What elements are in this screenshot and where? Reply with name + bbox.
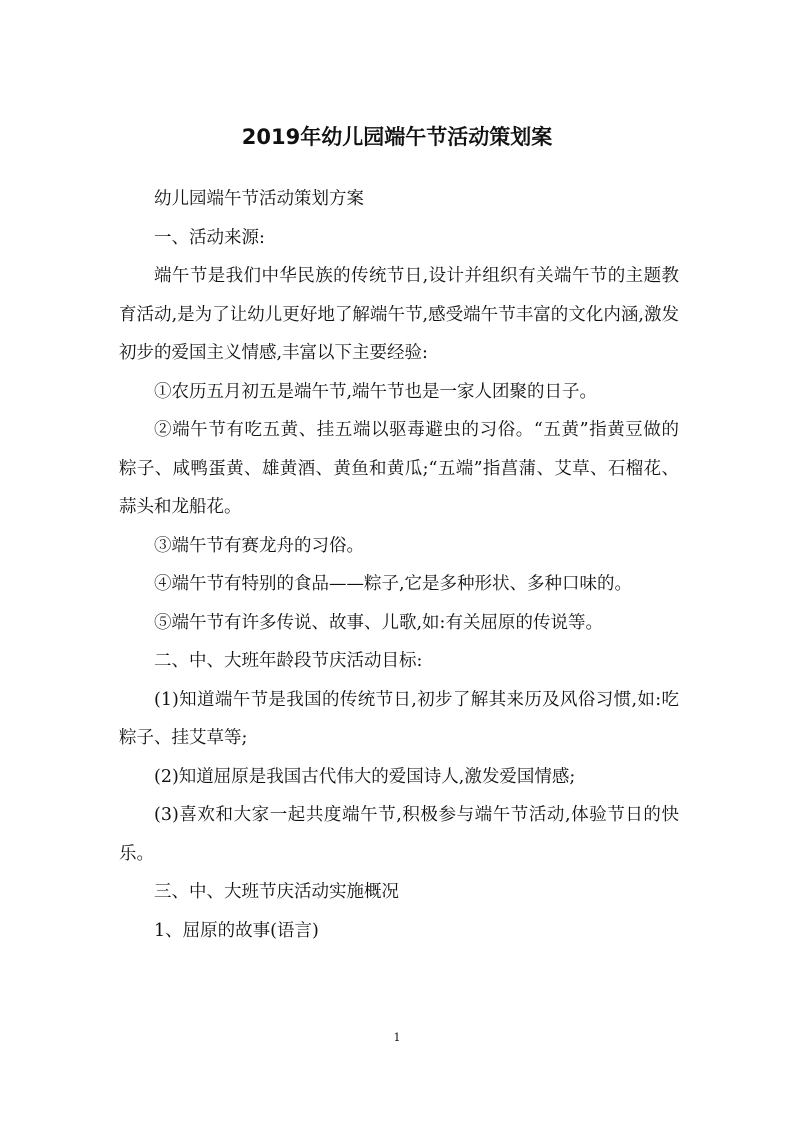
document-title: 2019年幼儿园端午节活动策划案 [241, 125, 553, 149]
paragraph-section-1-heading: 一、活动来源: [154, 227, 265, 248]
paragraph-point-1: ①农历五月初五是端午节,端午节也是一家人团聚的日子。 [154, 381, 598, 402]
paragraph-section-3-heading: 三、中、大班节庆活动实施概况 [154, 882, 399, 902]
paragraph-goal-1: (1)知道端午节是我国的传统节日,初步了解其来历及风俗习惯,如:吃粽子、挂艾草等; [119, 689, 679, 748]
page-number: 1 [393, 1031, 401, 1044]
paragraph-point-5: ⑤端午节有许多传说、故事、儿歌,如:有关屈原的传说等。 [154, 612, 603, 633]
paragraph-point-2: ②端午节有吃五黄、挂五端以驱毒避虫的习俗。“五黄”指黄豆做的粽子、咸鸭蛋黄、雄黄酒、黄鱼和黄瓜;“五端”指菖蒲、艾草、石榴花、蒜头和龙船花。 [119, 420, 679, 517]
paragraph-subtitle: 幼儿园端午节活动策划方案 [154, 189, 364, 209]
document-body [119, 180, 679, 950]
paragraph-goal-2: (2)知道屈原是我国古代伟大的爱国诗人,激发爱国情感; [154, 766, 576, 787]
paragraph-goal-3: (3)喜欢和大家一起共度端午节,积极参与端午节活动,体验节日的快乐。 [119, 805, 679, 864]
paragraph-point-4: ④端午节有特别的食品——粽子,它是多种形状、多种口味的。 [154, 574, 633, 594]
paragraph-section-2-heading: 二、中、大班年龄段节庆活动目标: [154, 651, 423, 671]
paragraph-intro: 端午节是我们中华民族的传统节日,设计并组织有关端午节的主题教育活动,是为了让幼儿更好地了解端午节,感受端午节丰富的文化内涵,激发初步的爱国主义情感,丰富以下主要经验: [119, 266, 679, 363]
paragraph-activity-1: 1、屈原的故事(语言) [154, 920, 319, 941]
paragraph-point-3: ③端午节有赛龙舟的习俗。 [154, 535, 364, 556]
